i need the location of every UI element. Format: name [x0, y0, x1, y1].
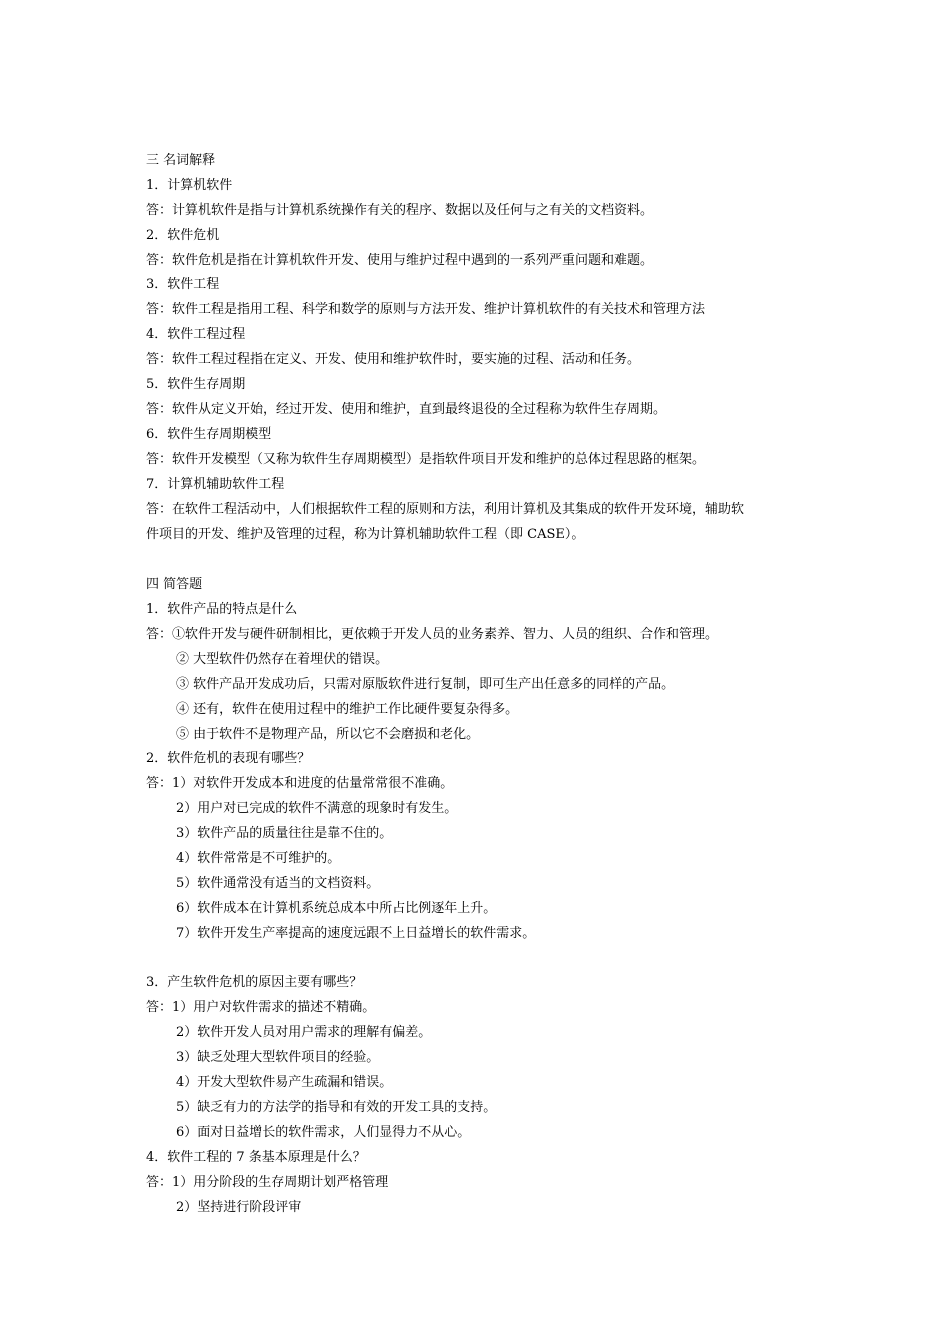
term-answer: 答：在软件工程活动中，人们根据软件工程的原则和方法，利用计算机及其集成的软件开发环境，辅助软 [146, 502, 745, 517]
answer-item: 5）软件通常没有适当的文档资料。 [176, 876, 380, 891]
answer-item: 7）软件开发生产率提高的速度远跟不上日益增长的软件需求。 [176, 926, 536, 941]
answer-item: ② 大型软件仍然存在着埋伏的错误。 [176, 652, 389, 667]
section-heading-short-answers: 四 简答题 [146, 577, 203, 592]
answer-first-line: 答：1）用户对软件需求的描述不精确。 [146, 1000, 376, 1015]
term-title: 2．软件危机 [146, 228, 220, 243]
term-title: 7．计算机辅助软件工程 [146, 477, 285, 492]
term-title: 5．软件生存周期 [146, 377, 246, 392]
answer-item: 5）缺乏有力的方法学的指导和有效的开发工具的支持。 [176, 1100, 497, 1115]
term-answer: 答：软件开发模型（又称为软件生存周期模型）是指软件项目开发和维护的总体过程思路的框架。 [146, 452, 706, 467]
answer-first-line: 答：1）对软件开发成本和进度的估量常常很不准确。 [146, 776, 454, 791]
answer-item: ③ 软件产品开发成功后，只需对原版软件进行复制，即可生产出任意多的同样的产品。 [176, 677, 675, 692]
question-title: 1．软件产品的特点是什么 [146, 602, 298, 617]
term-answer: 答：软件工程过程指在定义、开发、使用和维护软件时，要实施的过程、活动和任务。 [146, 352, 641, 367]
term-answer: 答：软件危机是指在计算机软件开发、使用与维护过程中遇到的一系列严重问题和难题。 [146, 253, 654, 268]
answer-item: 3）缺乏处理大型软件项目的经验。 [176, 1050, 380, 1065]
answer-item: 2）软件开发人员对用户需求的理解有偏差。 [176, 1025, 432, 1040]
answer-item: ④ 还有，软件在使用过程中的维护工作比硬件要复杂得多。 [176, 702, 519, 717]
term-answer: 答：软件工程是指用工程、科学和数学的原则与方法开发、维护计算机软件的有关技术和管理方法 [146, 302, 706, 317]
answer-item: 6）软件成本在计算机系统总成本中所占比例逐年上升。 [176, 901, 497, 916]
question-title: 2．软件危机的表现有哪些？ [146, 751, 311, 766]
answer-first-line: 答：①软件开发与硬件研制相比，更依赖于开发人员的业务素养、智力、人员的组织、合作和管理。 [146, 627, 719, 642]
answer-first-line: 答：1）用分阶段的生存周期计划严格管理 [146, 1175, 389, 1190]
term-title: 6．软件生存周期模型 [146, 427, 272, 442]
answer-item: 2）坚持进行阶段评审 [176, 1200, 302, 1215]
answer-item: 6）面对日益增长的软件需求，人们显得力不从心。 [176, 1125, 471, 1140]
answer-item: 3）软件产品的质量往往是靠不住的。 [176, 826, 393, 841]
section-heading-terms: 三 名词解释 [146, 153, 216, 168]
term-answer: 答：软件从定义开始，经过开发、使用和维护，直到最终退役的全过程称为软件生存周期。 [146, 402, 667, 417]
term-answer-continued: 件项目的开发、维护及管理的过程，称为计算机辅助软件工程（即 CASE）。 [146, 527, 585, 542]
answer-item: 2）用户对已完成的软件不满意的现象时有发生。 [176, 801, 458, 816]
term-answer: 答：计算机软件是指与计算机系统操作有关的程序、数据以及任何与之有关的文档资料。 [146, 203, 654, 218]
question-title: 4．软件工程的 7 条基本原理是什么？ [146, 1150, 366, 1165]
answer-item: 4）软件常常是不可维护的。 [176, 851, 341, 866]
answer-item: ⑤ 由于软件不是物理产品，所以它不会磨损和老化。 [176, 727, 480, 742]
answer-item: 4）开发大型软件易产生疏漏和错误。 [176, 1075, 393, 1090]
term-title: 4．软件工程过程 [146, 327, 246, 342]
term-title: 1．计算机软件 [146, 178, 233, 193]
question-title: 3．产生软件危机的原因主要有哪些？ [146, 975, 363, 990]
term-title: 3．软件工程 [146, 277, 220, 292]
